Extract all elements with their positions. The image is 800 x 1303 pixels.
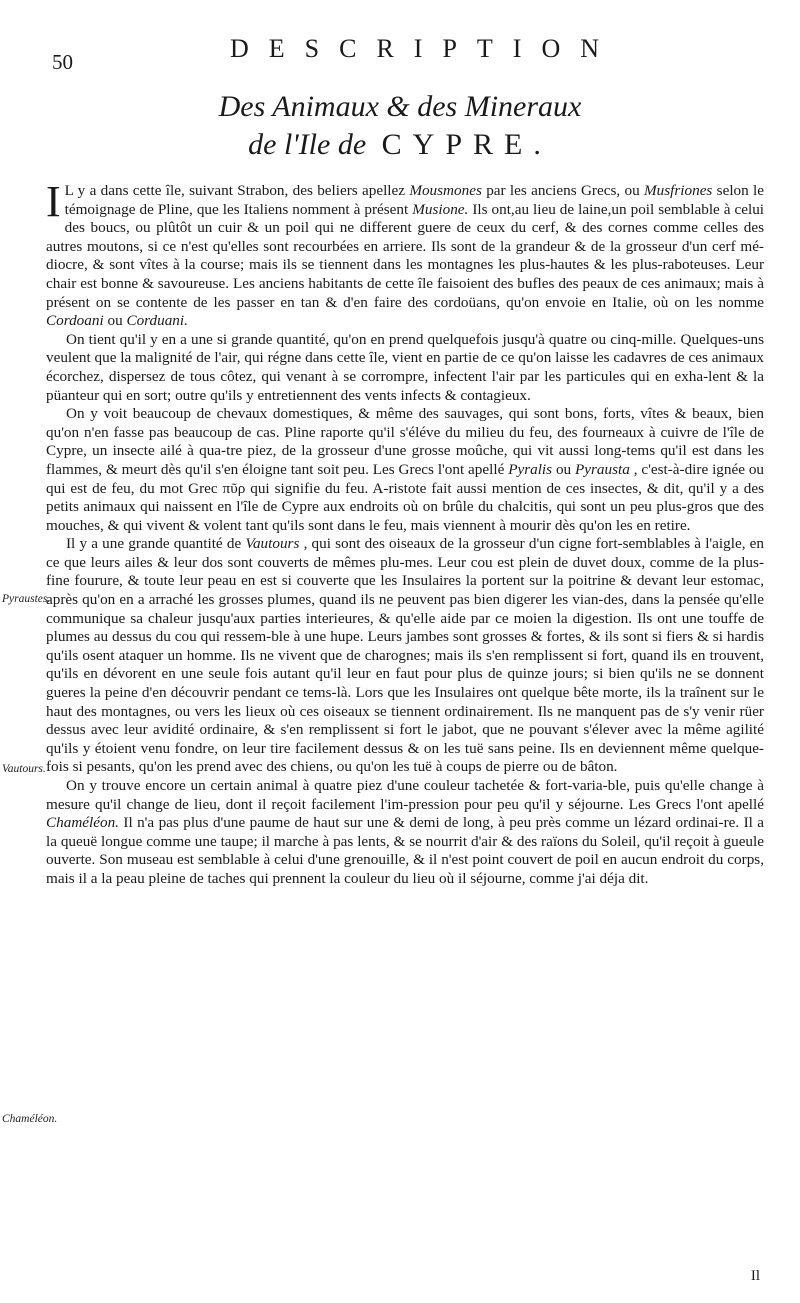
paragraph-quantity: On tient qu'il y en a une si grande quantité, qu'on en prend quelquefois jusqu'à quatre ou cinq-mille. Quelques-uns veulent que la malignité de l'air, qui régne dans cette île, vient en partie de ce qu'on laisse les cadavres de ces animaux écorchez, dispersez de tous côtez, qui venant à se corrompre, infectent l'air par les particules qui en exha-lent & la püanteur qui en sort; outre qu'ils y entretiennent des vents infects & contagieux. bbox=[46, 330, 764, 404]
chapter-title-line2 bbox=[0, 128, 800, 162]
paragraph-mousmones: I L y a dans cette île, suivant Strabon, des beliers apellez Mousmones par les anciens Grecs, ou Musfriones selon le témoignage de Pline, que les Italiens nomment à présent Musione. Ils ont,au lieu de laine,un poil semblable à celui des boucs, ou plûtôt un cuir & un poil qui ne different guere de ceux du cerf, & des cornes comme celles des autres moutons, si ce n'est qu'elles sont recourbées en arriere. Ils sont de la grandeur & de la grosseur d'un cerf mé-diocre, & sont vîtes à la course; mais ils se tiennent dans les montagnes les plus-hautes & les plus-raboteuses. Leur chair est bonne & savoureuse. Les anciens habitants de cette île faisoient des bufles des peaux de ces animaux; mais à présent on se contente de les passer en tan & d'en faire des cordoüans, qu'on envoie en Italie, où on les nomme Cordoani ou Corduani. bbox=[46, 177, 765, 330]
drop-cap: I bbox=[46, 177, 61, 226]
catchword: Il bbox=[750, 1268, 760, 1284]
paragraph-vautours: Il y a une grande quantité de Vautours , qui sont des oiseaux de la grosseur d'un cigne fort-semblables à l'aigle, en ce que leurs ailes & leur dos sont couverts de mêmes plu-mes. Leur cou est plein de duvet doux, comme de la plus-fine fourure, & toute leur peau en est si couverte que les Insulaires la portent sur la poitrine & devant leur estomac, après qu'on en a arraché les grosses plumes, quand ils ne peuvent pas bien digerer les vian-des, dans la pensée qu'elle communique sa chaleur jusqu'aux parties interieures, & qu'elle aide par ce moien la digestion. Ils ont une touffe de plumes au dessus du cou qui ressem-ble à une hupe. Leurs jambes sont grosses & fortes, & ils sont si fiers & si hardis qu'ils osent ataquer un homme. Ils ne vivent que de charognes; mais ils s'en remplissent si fort, quand ils en trouvent, qu'ils en dévorent en une seule fois autant qu'il leur en faut pour plus de quinze jours; si bien qu'ils ne se donnent gueres la peine d'en découvrir pendant ce tems-là. Lors que les Insulaires ont quelque bête morte, ils la traînent sur le haut des montagnes, ou vers les lieux où ces oiseaux se tiennent ordinairement. Ils ne manquent pas de s'y venir rüer dessus avec leur avidité ordinaire, & s'en remplissent si fort le jabot, que ne pouvant s'élever avec la même agilité qu'ils y étoient venu fondre, on leur tire facilement dessus & on les tuë sans peine. Ils en deviennent même quelque-fois si pesants, qu'on les prend avec des chiens, ou qu'on les tuë à coups de pierre ou de bâton. bbox=[46, 535, 764, 776]
paragraph-chameleon: On y trouve encore un certain animal à quatre piez d'une couleur tachetée & fort-varia-ble, puis qu'elle change à mesure qu'il change de lieu, dont il reçoit facilement l'im-pression pour peu qu'il y séjourne. Les Grecs l'ont apellé Chaméléon. Il n'a pas plus d'une paume de haut sur une & demi de long, à peu près comme un lézard ordinai-re. Il a la queuë longue comme une taupe; il marche à pas lents, & se nourrit d'air & des raïons du Soleil, qu'il reçoit à gueule ouverte. Son museau est semblable à celui d'une grenouille, & il n'est point couvert de poil en aucun endroit du corps, mais il a la peau pleine de taches qui prennent la couleur du lieu où il séjourne, comme j'ai déja dit. bbox=[46, 777, 765, 887]
paragraph-chevaux-pyraustes: On y voit beaucoup de chevaux domestiques, & même des sauvages, qui sont bons, forts, vîtes & beaux, bien qu'on n'en fasse pas beaucoup de cas. Pline raporte qu'il s'éléve du milieu du feu, des fourneaux à cuivre de l'île de Cypre, un insecte ailé à qua-tre piez, de la grosseur d'une grosse moûche, qui vit aussi long-tems qu'il est dans les flammes, & meurt dès qu'il s'en éloigne tant soit peu. Les Grecs l'ont apellé Pyralis ou Pyrausta , c'est-à-dire ignée ou qui est de feu, du mot Grec πῦρ qui signifie du feu. A-ristote fait aussi mention de ces insectes, & dit, qu'il y a des petits animaux qui naissent en l'île de Cypre aux endroits où on brûle du chalcitis, qui sont un peu plus-gros que des mouches, & qui vivent & volent tant qu'ils sont dans le feu, mais viennent à mourir dès qu'on les en retire. bbox=[46, 405, 765, 534]
margin-note-chameleon: Chaméléon. bbox=[2, 1113, 58, 1125]
chapter-title-line1: Des Animaux & des Mineraux bbox=[218, 90, 582, 123]
page-number: 50 bbox=[52, 50, 73, 74]
running-head: DESCRIPTION bbox=[230, 34, 620, 63]
chapter-title-caps: CYPRE. bbox=[381, 128, 552, 161]
body-text bbox=[46, 177, 765, 889]
chapter-title-prefix: de l'Ile de bbox=[248, 128, 367, 161]
margin-note-vautours: Vautours. bbox=[2, 763, 46, 775]
margin-note-pyraustes: Pyraustes. bbox=[2, 593, 51, 605]
